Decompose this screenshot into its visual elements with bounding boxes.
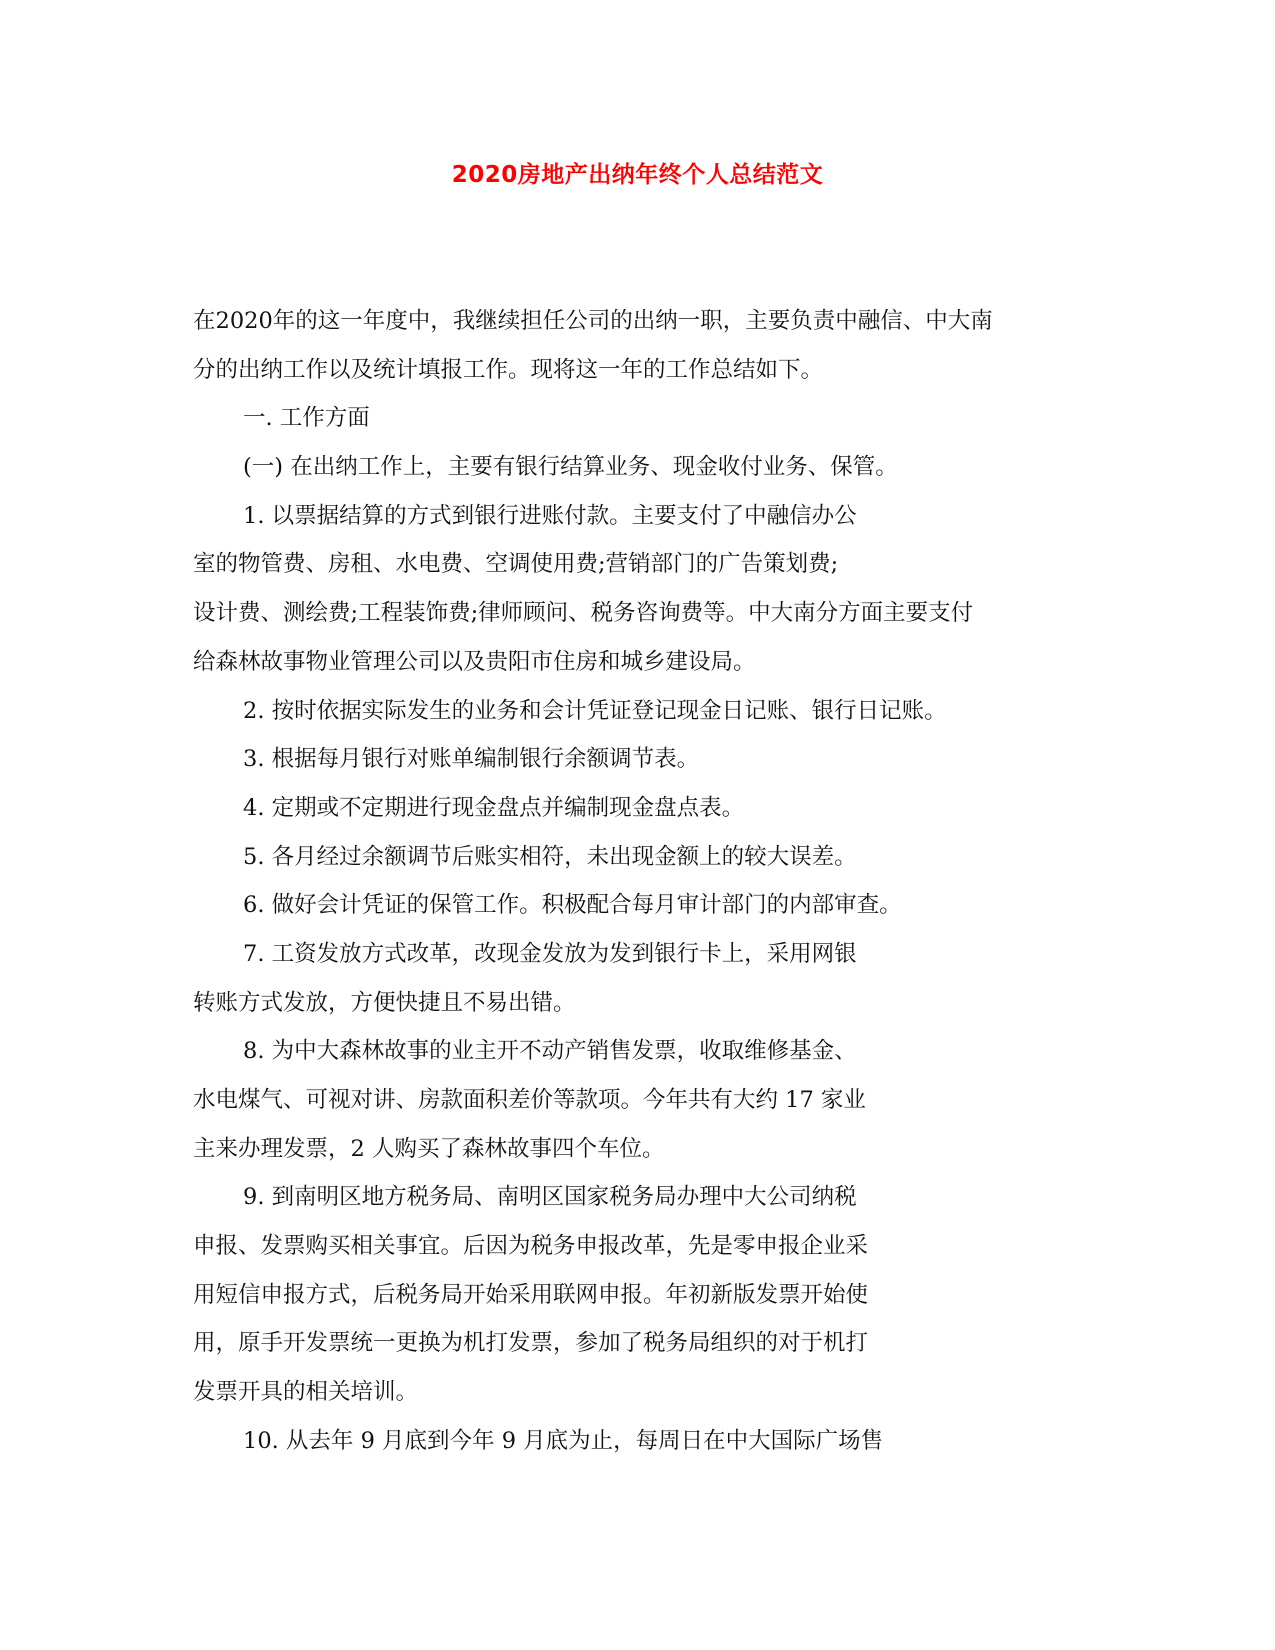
paragraph-line: 转账方式发放，方便快捷且不易出错。 [193,989,576,1016]
list-item: 8. 为中大森林故事的业主开不动产销售发票，收取维修基金、 [243,1038,857,1065]
list-item: 5. 各月经过余额调节后账实相符，未出现金额上的较大误差。 [243,843,857,870]
list-item: 2. 按时依据实际发生的业务和会计凭证登记现金日记账、银行日记账。 [243,697,947,724]
paragraph-line: 主来办理发票，2 人购买了森林故事四个车位。 [193,1135,665,1162]
list-item: 6. 做好会计凭证的保管工作。积极配合每月审计部门的内部审查。 [243,892,902,919]
section-heading: 一. 工作方面 [243,405,370,432]
list-item: 1. 以票据结算的方式到银行进账付款。主要支付了中融信办公 [243,502,857,529]
paragraph-line: 用短信申报方式，后税务局开始采用联网申报。年初新版发票开始使 [193,1281,869,1308]
paragraph-line: 设计费、测绘费;工程装饰费;律师顾问、税务咨询费等。中大南分方面主要支付 [193,600,974,627]
paragraph-line: 水电煤气、可视对讲、房款面积差价等款项。今年共有大约 17 家业 [193,1087,866,1113]
paragraph-line: 分的出纳工作以及统计填报工作。现将这一年的工作总结如下。 [193,356,824,383]
document-body [193,306,1073,1475]
paragraph-line: 在2020年的这一年度中，我继续担任公司的出纳一职，主要负责中融信、中大南 [193,308,993,334]
paragraph-line: 申报、发票购买相关事宜。后因为税务申报改革，先是零申报企业采 [193,1233,869,1260]
document-title: 2020房地产出纳年终个人总结范文 [451,162,824,188]
paragraph-line: 室的物管费、房租、水电费、空调使用费;营销部门的广告策划费; [193,551,839,578]
list-item: 4. 定期或不定期进行现金盘点并编制现金盘点表。 [243,794,745,821]
list-item: 3. 根据每月银行对账单编制银行余额调节表。 [243,746,700,773]
paragraph-line: 给森林故事物业管理公司以及贵阳市住房和城乡建设局。 [193,648,756,675]
paragraph-line: 发票开具的相关培训。 [193,1379,419,1406]
list-item: 10. 从去年 9 月底到今年 9 月底为止，每周日在中大国际广场售 [243,1427,884,1454]
paragraph-line: 用，原手开发票统一更换为机打发票，参加了税务局组织的对于机打 [193,1330,869,1357]
list-item: 9. 到南明区地方税务局、南明区国家税务局办理中大公司纳税 [243,1184,857,1211]
subsection-heading: (一) 在出纳工作上，主要有银行结算业务、现金收付业务、保管。 [243,454,898,481]
list-item: 7. 工资发放方式改革，改现金发放为发到银行卡上，采用网银 [243,940,857,967]
